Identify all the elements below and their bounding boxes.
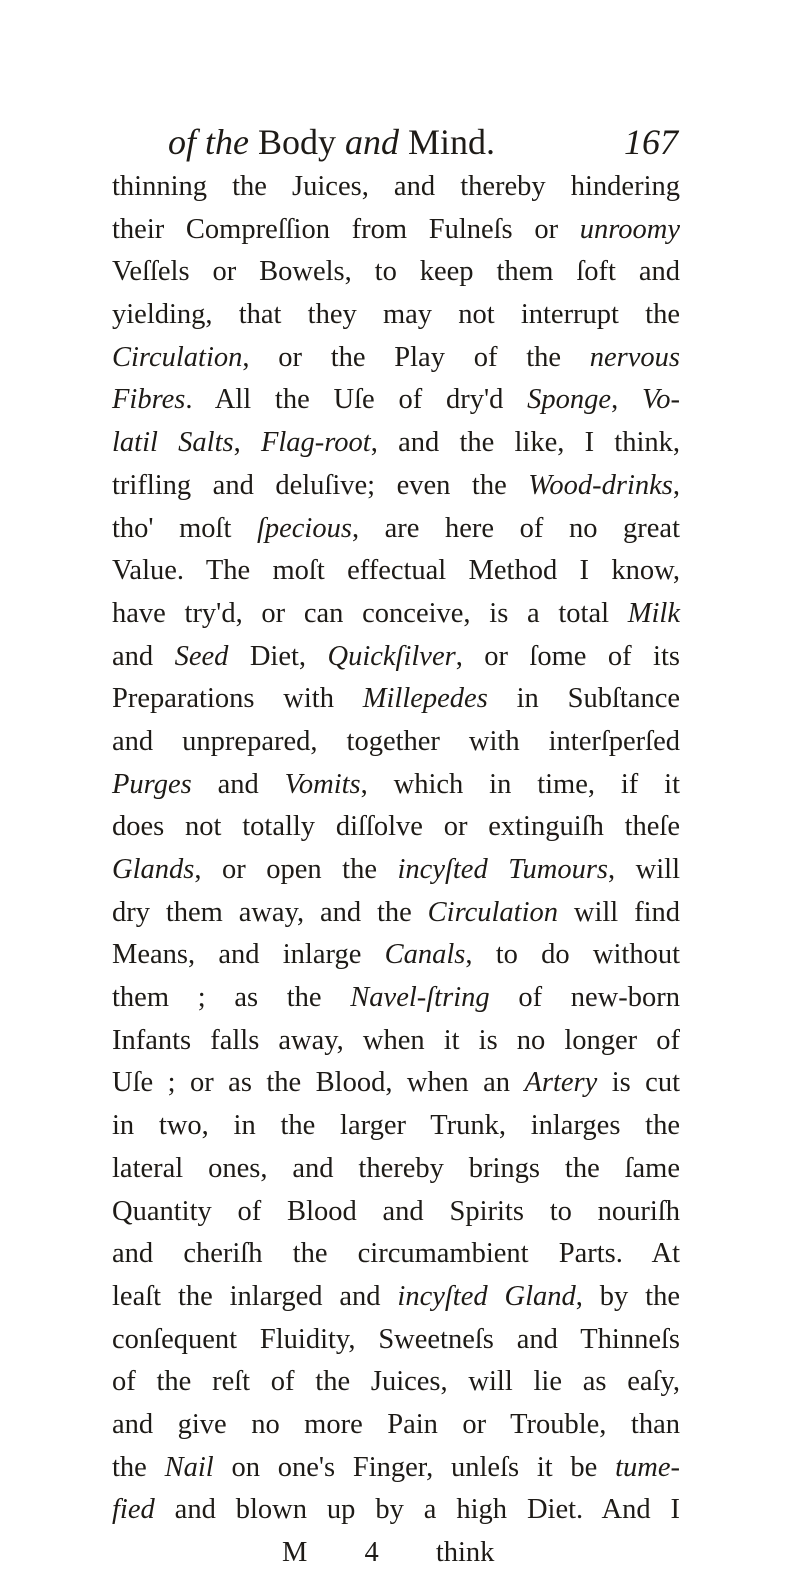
text-run: in Subſtance	[487, 683, 680, 715]
italic-run: Millepedes	[362, 683, 488, 715]
text-run: and	[191, 768, 285, 800]
text-line	[112, 465, 680, 508]
italic-run: Circulation	[427, 896, 559, 928]
italic-run: Vo-	[642, 384, 680, 416]
text-line	[112, 1233, 680, 1276]
italic-run: unroomy	[579, 213, 680, 245]
italic-run: incyſted Gland	[397, 1280, 576, 1312]
text-line	[112, 508, 680, 551]
text-run: thinning the Juices, and thereby hindering	[112, 171, 680, 202]
text-run: have try'd, or can conceive, is a total	[112, 597, 628, 629]
text-line	[112, 550, 680, 593]
italic-run: nervous	[589, 341, 680, 373]
text-line	[112, 977, 680, 1020]
text-run: Quantity of Blood and Spirits to nouriſh	[112, 1195, 680, 1227]
text-line	[112, 379, 680, 422]
text-line	[112, 209, 680, 252]
italic-run: fied	[112, 1494, 155, 1526]
text-run: on one's Finger, unleſs it be	[213, 1451, 616, 1483]
text-line	[112, 337, 680, 380]
text-run: will find	[558, 896, 680, 928]
running-head-part: Mind.	[408, 122, 496, 162]
text-line	[112, 934, 680, 977]
text-run: ,	[672, 469, 680, 501]
text-run: is cut	[597, 1067, 681, 1099]
italic-run: ſpecious	[256, 512, 352, 544]
text-run: Veſſels or Bowels, to keep them ſoft and	[112, 256, 680, 288]
text-run: trifling and deluſive; even the	[112, 469, 529, 501]
text-run: Preparations with	[112, 683, 363, 715]
italic-run: Vomits	[284, 768, 361, 800]
text-run: Uſe ; or as the Blood, when an	[112, 1067, 525, 1099]
italic-run: Artery	[524, 1067, 598, 1099]
text-run: , will	[608, 854, 680, 885]
text-line	[112, 422, 680, 465]
text-run: and cheriſh the circumambient Parts. At	[112, 1238, 680, 1270]
text-line	[112, 251, 680, 294]
text-run: them ; as the	[112, 982, 351, 1014]
italic-run: Nail	[164, 1451, 214, 1483]
running-head-part: and	[345, 122, 399, 162]
running-head-part: of the	[168, 122, 249, 162]
text-line	[112, 1447, 680, 1490]
text-run: , by the	[575, 1280, 680, 1312]
text-run: Diet,	[228, 640, 328, 672]
text-line	[112, 166, 680, 209]
text-run: , to do without	[465, 939, 680, 971]
italic-run: incyſted Tumours	[397, 854, 609, 885]
text-line	[112, 1191, 680, 1234]
text-run: , are here of no great	[351, 512, 680, 544]
page-number: 167	[624, 122, 678, 162]
text-line	[112, 721, 680, 764]
italic-run: Wood-drinks	[528, 469, 673, 501]
text-run: conſequent Fluidity, Sweetneſs and Thinneſs	[112, 1323, 680, 1355]
text-run: does not totally diſſolve or extinguiſh theſe	[112, 811, 680, 843]
text-line	[112, 849, 680, 892]
text-line	[112, 1148, 680, 1191]
text-line	[112, 1062, 680, 1105]
italic-run: Glands	[112, 854, 195, 885]
text-line	[112, 806, 680, 849]
text-run: the	[112, 1451, 165, 1483]
text-run: Value. The moſt effectual Method I know,	[112, 555, 680, 587]
italic-run: Fibres	[112, 384, 186, 416]
text-line	[112, 636, 680, 679]
text-run: , or the Play of the	[242, 341, 590, 373]
text-run: and give no more Pain or Trouble, than	[112, 1408, 680, 1440]
text-line	[112, 593, 680, 636]
text-run: leaſt the inlarged and	[112, 1280, 398, 1312]
italic-run: tume-	[615, 1451, 680, 1483]
text-line	[112, 892, 680, 935]
text-line	[112, 1105, 680, 1148]
italic-run: Circulation	[112, 341, 243, 373]
text-line	[112, 1404, 680, 1447]
text-run: ,	[233, 427, 261, 459]
italic-run: Sponge	[527, 384, 612, 416]
text-run: , or ſome of its	[455, 640, 680, 672]
text-line	[112, 1361, 680, 1404]
text-run: Infants falls away, when it is no longer of	[112, 1024, 680, 1056]
text-run: and unprepared, together with interſperſed	[112, 725, 680, 757]
text-run: and	[112, 640, 175, 672]
italic-run: latil Salts	[112, 427, 234, 459]
text-line	[112, 1276, 680, 1319]
text-run: of new-born	[489, 982, 680, 1014]
italic-run: Quickſilver	[327, 640, 456, 672]
text-line	[112, 1020, 680, 1063]
text-run: of the reſt of the Juices, will lie as eaſy,	[112, 1366, 680, 1398]
italic-run: Navel-ſtring	[350, 982, 490, 1014]
text-run: dry them away, and the	[112, 896, 428, 928]
italic-run: Seed	[174, 640, 229, 672]
running-head-part: Body	[257, 122, 336, 162]
italic-run: Milk	[627, 597, 680, 629]
text-run: . All the Uſe of dry'd	[185, 384, 528, 416]
italic-run: Canals	[384, 939, 466, 971]
text-run: and blown up by a high Diet. And I	[154, 1494, 680, 1526]
text-line	[112, 1489, 680, 1532]
text-run: , which in time, if it	[360, 768, 681, 800]
text-run: their Compreſſion from Fulneſs or	[112, 213, 580, 245]
footer-line	[112, 1532, 680, 1575]
text-run: ,	[611, 384, 642, 416]
italic-run: Purges	[112, 768, 192, 800]
text-run: yielding, that they may not interrupt the	[112, 299, 680, 331]
text-run: Means, and inlarge	[112, 939, 385, 971]
catchword: think	[435, 1537, 495, 1568]
italic-run: Flag-root	[260, 427, 371, 459]
text-run: tho' moſt	[112, 512, 257, 544]
text-line	[112, 678, 680, 721]
text-run: , and the like, I think,	[370, 427, 681, 459]
signature-mark: M 4	[282, 1537, 379, 1568]
text-line	[112, 294, 680, 337]
text-line	[112, 764, 680, 807]
text-line	[112, 1319, 680, 1362]
text-run: , or open the	[194, 854, 398, 885]
running-header	[168, 118, 678, 166]
text-run: lateral ones, and thereby brings the ſame	[112, 1152, 680, 1184]
text-run: in two, in the larger Trunk, inlarges the	[112, 1110, 680, 1142]
body-text	[112, 166, 680, 1575]
